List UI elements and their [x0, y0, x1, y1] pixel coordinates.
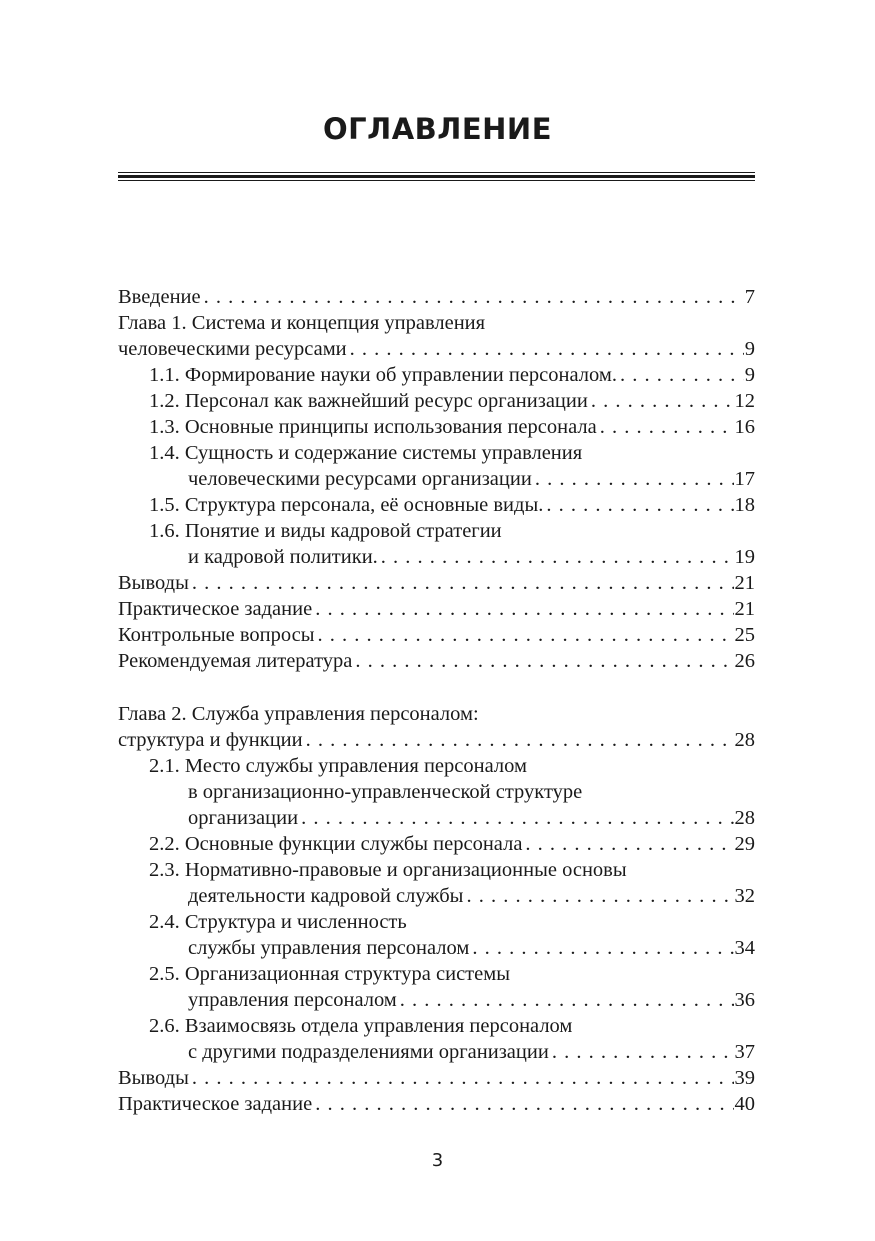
table-of-contents: [118, 284, 755, 1117]
toc-subentry-heading[interactable]: [118, 857, 755, 883]
toc-leader-dots: [552, 1039, 734, 1065]
title-divider-bottom: [118, 180, 755, 181]
toc-leader-dots: [381, 544, 734, 570]
toc-leader-dots: [535, 466, 734, 492]
toc-chapter-heading[interactable]: [118, 310, 755, 336]
toc-entry-page: 19: [734, 546, 755, 568]
toc-entry-title: Практическое задание: [118, 1093, 313, 1115]
toc-entry-page: 28: [734, 729, 755, 751]
toc-entry-title: Глава 1. Система и концепция управления: [118, 312, 486, 334]
toc-subentry-heading[interactable]: [118, 440, 755, 466]
toc-entry-title: Практическое задание: [118, 598, 313, 620]
toc-subentry[interactable]: [118, 388, 755, 414]
toc-entry-title: Глава 2. Служба управления персоналом:: [118, 703, 479, 725]
toc-entry-page: 29: [734, 833, 755, 855]
toc-entry-title: структура и функции: [118, 729, 303, 751]
toc-entry-title: Контрольные вопросы: [118, 624, 315, 646]
title-divider-thick: [118, 175, 755, 178]
toc-subentry[interactable]: [118, 492, 755, 518]
toc-entry[interactable]: [118, 648, 755, 674]
toc-entry[interactable]: [118, 284, 755, 310]
toc-subentry[interactable]: [118, 883, 755, 909]
toc-entry-page: 21: [734, 572, 755, 594]
toc-entry-page: 32: [734, 885, 755, 907]
toc-entry-title: 1.5. Структура персонала, её основные виды.: [149, 494, 544, 516]
toc-entry-page: 21: [734, 598, 755, 620]
toc-entry-title: Выводы: [118, 572, 189, 594]
toc-entry-title: Введение: [118, 286, 201, 308]
toc-leader-dots: [315, 1091, 733, 1117]
toc-leader-dots: [204, 284, 744, 310]
toc-entry-title: 2.3. Нормативно-правовые и организационные основы: [149, 859, 627, 881]
toc-leader-dots: [546, 492, 733, 518]
toc-entry-title: 2.2. Основные функции службы персонала: [149, 833, 523, 855]
toc-subentry[interactable]: [118, 414, 755, 440]
toc-entry-title: с другими подразделениями организации: [188, 1041, 549, 1063]
toc-leader-dots: [350, 336, 744, 362]
toc-entry-title: Выводы: [118, 1067, 189, 1089]
toc-entry-title: деятельности кадровой службы: [188, 885, 464, 907]
toc-subentry[interactable]: [118, 805, 755, 831]
toc-entry-title: управления персоналом: [188, 989, 397, 1011]
toc-leader-dots: [600, 414, 734, 440]
toc-leader-dots: [472, 935, 733, 961]
toc-entry-title: в организационно-управленческой структуре: [188, 781, 583, 803]
toc-leader-dots: [192, 1065, 734, 1091]
toc-entry-page: 28: [734, 807, 755, 829]
toc-entry-title: 1.3. Основные принципы использования персонала: [149, 416, 597, 438]
toc-entry-title: 1.1. Формирование науки об управлении персоналом.: [149, 364, 617, 386]
toc-entry[interactable]: [118, 622, 755, 648]
toc-entry-page: 9: [744, 364, 755, 386]
toc-entry-title: 2.1. Место службы управления персоналом: [149, 755, 527, 777]
toc-entry-page: 26: [734, 650, 755, 672]
toc-leader-dots: [525, 831, 733, 857]
toc-entry-title: и кадровой политики.: [188, 546, 378, 568]
toc-entry-page: 25: [734, 624, 755, 646]
toc-leader-dots: [466, 883, 733, 909]
toc-entry-title: Рекомендуемая литература: [118, 650, 353, 672]
toc-entry-page: 36: [734, 989, 755, 1011]
toc-entry[interactable]: [118, 1091, 755, 1117]
toc-entry-page: 18: [734, 494, 755, 516]
toc-leader-dots: [306, 727, 734, 753]
toc-entry[interactable]: [118, 1065, 755, 1091]
toc-entry-title: 1.4. Сущность и содержание системы управления: [149, 442, 583, 464]
toc-entry-title: 2.5. Организационная структура системы: [149, 963, 510, 985]
toc-entry-page: 7: [744, 286, 755, 308]
toc-entry[interactable]: [118, 570, 755, 596]
toc-subentry[interactable]: [118, 1039, 755, 1065]
toc-subentry-heading[interactable]: [118, 518, 755, 544]
toc-subentry-continuation[interactable]: [118, 779, 755, 805]
toc-leader-dots: [318, 622, 734, 648]
toc-subentry[interactable]: [118, 544, 755, 570]
toc-subentry-heading[interactable]: [118, 961, 755, 987]
toc-entry-title: 2.6. Взаимосвязь отдела управления персоналом: [149, 1015, 573, 1037]
toc-subentry-heading[interactable]: [118, 753, 755, 779]
toc-entry[interactable]: [118, 596, 755, 622]
toc-entry-page: 37: [734, 1041, 755, 1063]
toc-leader-dots: [192, 570, 734, 596]
toc-entry-page: 9: [744, 338, 755, 360]
toc-leader-dots: [591, 388, 734, 414]
toc-subentry[interactable]: [118, 935, 755, 961]
title-divider-top: [118, 172, 755, 173]
toc-leader-dots: [355, 648, 733, 674]
toc-subentry[interactable]: [118, 987, 755, 1013]
toc-leader-dots: [315, 596, 733, 622]
page-number: 3: [431, 1150, 444, 1171]
toc-entry[interactable]: [118, 336, 755, 362]
toc-entry-title: 1.2. Персонал как важнейший ресурс организации: [149, 390, 588, 412]
toc-subentry[interactable]: [118, 466, 755, 492]
toc-entry-page: 17: [734, 468, 755, 490]
toc-entry-title: 1.6. Понятие и виды кадровой стратегии: [149, 520, 502, 542]
page-title: ОГЛАВЛЕНИЕ: [322, 112, 552, 146]
toc-leader-dots: [301, 805, 733, 831]
toc-entry-page: 16: [734, 416, 755, 438]
toc-entry-title: человеческими ресурсами: [118, 338, 347, 360]
toc-leader-dots: [400, 987, 734, 1013]
toc-entry-title: организации: [188, 807, 299, 829]
toc-entry[interactable]: [118, 727, 755, 753]
toc-subentry[interactable]: [118, 362, 755, 388]
toc-subentry[interactable]: [118, 831, 755, 857]
toc-entry-page: 39: [734, 1067, 755, 1089]
toc-entry-title: 2.4. Структура и численность: [149, 911, 407, 933]
toc-entry-page: 40: [734, 1093, 755, 1115]
toc-chapter-heading[interactable]: [118, 701, 755, 727]
toc-entry-title: человеческими ресурсами организации: [188, 468, 532, 490]
toc-entry-page: 34: [734, 937, 755, 959]
toc-entry-title: службы управления персоналом: [188, 937, 470, 959]
toc-entry-page: 12: [734, 390, 755, 412]
toc-subentry-heading[interactable]: [118, 909, 755, 935]
toc-leader-dots: [620, 362, 744, 388]
toc-subentry-heading[interactable]: [118, 1013, 755, 1039]
